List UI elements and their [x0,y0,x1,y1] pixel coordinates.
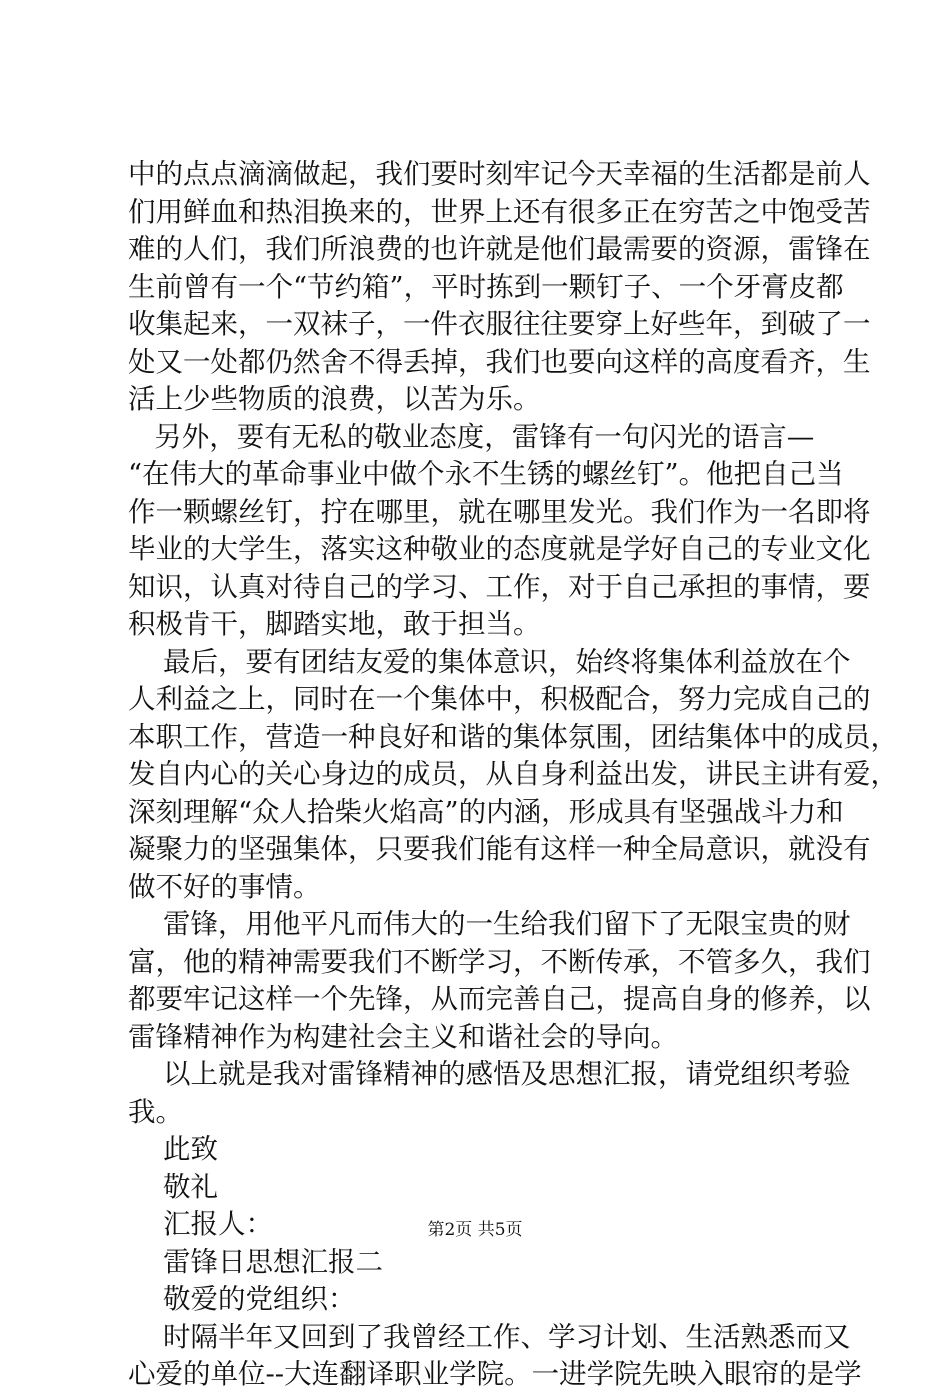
text-line: 最后，要有团结友爱的集体意识，始终将集体利益放在个 [128,645,851,678]
text-line: 深刻理解“众人拾柴火焰高”的内涵，形成具有坚强战斗力和 [128,795,844,828]
text-line: 们用鲜血和热泪换来的，世界上还有很多正在穷苦之中饱受苦 [128,195,871,228]
text-line: 雷锋，用他平凡而伟大的一生给我们留下了无限宝贵的财 [128,908,851,940]
text-line: 处又一处都仍然舍不得丢掉，我们也要向这样的高度看齐，生 [128,345,871,378]
text-line: 敬爱的党组织： [128,1283,356,1315]
text-line: 活上少些物质的浪费，以苦为乐。 [128,383,541,415]
text-line: 雷锋日思想汇报二 [128,1245,383,1278]
text-line: 此致 [128,1133,218,1165]
text-line: 发自内心的关心身边的成员，从自身利益出发，讲民主讲有爱， [128,758,898,790]
document-body [128,156,898,1394]
text-line: 中的点点滴滴做起，我们要时刻牢记今天幸福的生活都是前人 [128,158,871,190]
text-line: 难的人们，我们所浪费的也许就是他们最需要的资源，雷锋在 [128,233,871,265]
text-line: 富，他的精神需要我们不断学习，不断传承，不管多久，我们 [128,945,871,978]
text-line: 汇报人： [128,1208,273,1240]
text-line: 生前曾有一个“节约箱”，平时拣到一颗钉子、一个牙膏皮都 [128,270,844,303]
text-line: 人利益之上，同时在一个集体中，积极配合，努力完成自己的 [128,683,871,715]
text-line: 做不好的事情。 [128,870,321,903]
text-line: 收集起来，一双袜子，一件衣服往往要穿上好些年，到破了一 [128,308,871,340]
text-line: 凝聚力的坚强集体，只要我们能有这样一种全局意识，就没有 [128,833,871,865]
text-line: “在伟大的革命事业中做个永不生锈的螺丝钉”。他把自己当 [128,458,844,490]
page-number-footer: 第2页 共5页 [427,1220,523,1240]
text-line: 心爱的单位--大连翻译职业学院。一进学院先映入眼帘的是学 [128,1358,862,1390]
text-line: 时隔半年又回到了我曾经工作、学习计划、生活熟悉而又 [128,1320,851,1353]
text-line: 敬礼 [128,1170,218,1203]
text-line: 本职工作，营造一种良好和谐的集体氛围，团结集体中的成员， [128,720,898,753]
text-line: 我。 [128,1095,183,1128]
text-line: 知识，认真对待自己的学习、工作，对于自己承担的事情，要 [128,570,871,603]
text-line: 积极肯干，脚踏实地，敢于担当。 [128,608,541,640]
text-line: 雷锋精神作为构建社会主义和谐社会的导向。 [128,1020,678,1053]
text-line: 都要牢记这样一个先锋，从而完善自己，提高自身的修养，以 [128,983,871,1015]
text-line: 毕业的大学生，落实这种敬业的态度就是学好自己的专业文化 [128,533,871,565]
text-line: 另外，要有无私的敬业态度，雷锋有一句闪光的语言— [128,420,815,453]
text-line: 作一颗螺丝钉，拧在哪里，就在哪里发光。我们作为一名即将 [128,495,871,528]
text-line: 以上就是我对雷锋精神的感悟及思想汇报，请党组织考验 [128,1058,851,1090]
